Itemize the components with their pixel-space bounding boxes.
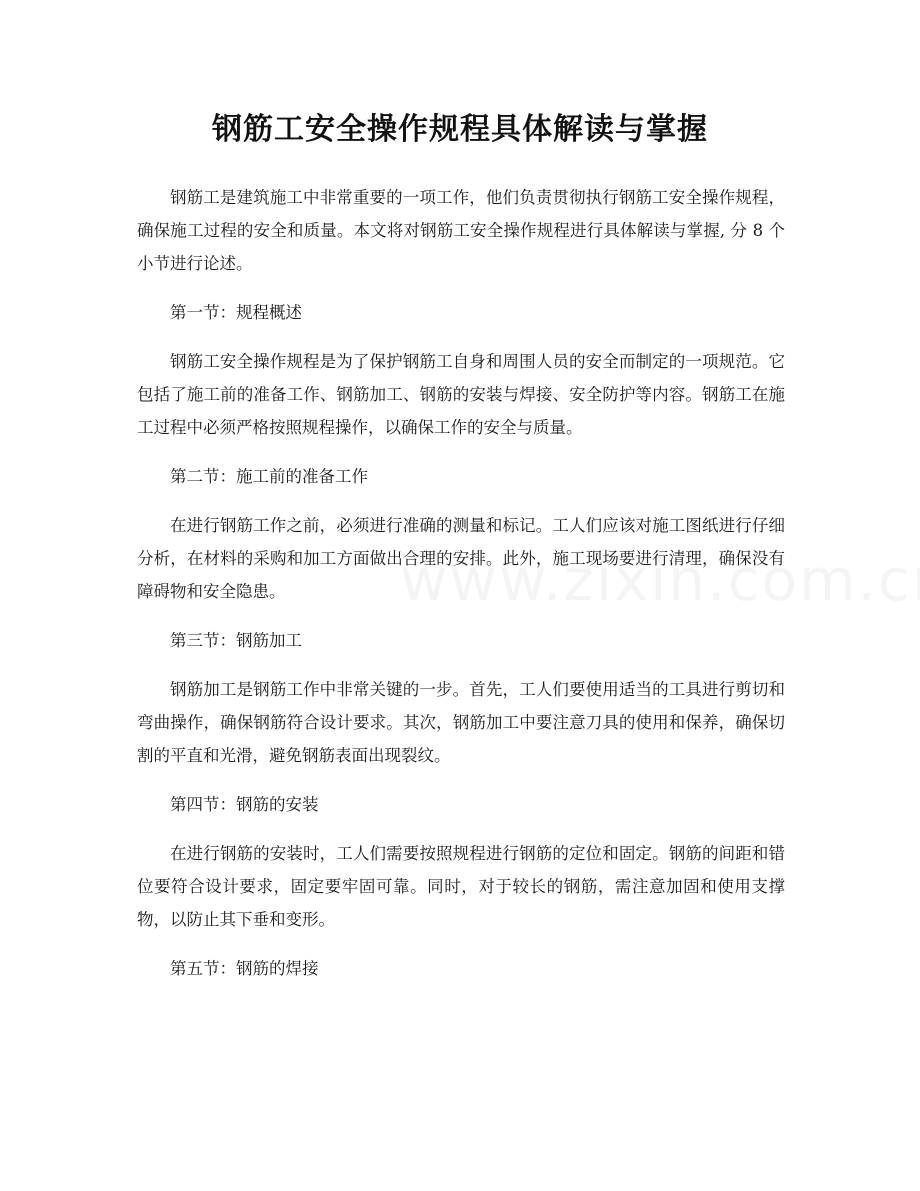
section-1-heading: 第一节：规程概述 [170, 303, 302, 322]
document-body [137, 181, 785, 1001]
section-3-heading: 第三节：钢筋加工 [170, 631, 302, 650]
section-4-heading: 第四节：钢筋的安装 [170, 795, 319, 814]
section-3-body: 钢筋加工是钢筋工作中非常关键的一步。首先，工人们要使用适当的工具进行剪切和弯曲操作，确保钢筋符合设计要求。其次，钢筋加工中要注意刀具的使用和保养，确保切割的平直和光滑，避免钢筋表面出现裂纹。 [137, 680, 785, 765]
intro-paragraph: 钢筋工是建筑施工中非常重要的一项工作，他们负责贯彻执行钢筋工安全操作规程，确保施工过程的安全和质量。本文将对钢筋工安全操作规程进行具体解读与掌握, 分 8 个小节进行论述。 [137, 188, 785, 273]
section-1-body: 钢筋工安全操作规程是为了保护钢筋工自身和周围人员的安全而制定的一项规范。它包括了施工前的准备工作、钢筋加工、钢筋的安装与焊接、安全防护等内容。钢筋工在施工过程中必须严格按照规程操作，以确保工作的安全与质量。 [137, 352, 785, 437]
document-title: 钢筋工安全操作规程具体解读与掌握 [212, 112, 708, 147]
section-5-heading: 第五节：钢筋的焊接 [170, 959, 319, 978]
section-4-body: 在进行钢筋的安装时，工人们需要按照规程进行钢筋的定位和固定。钢筋的间距和错位要符合设计要求，固定要牢固可靠。同时，对于较长的钢筋，需注意加固和使用支撑物，以防止其下垂和变形。 [137, 844, 785, 929]
section-2-body: 在进行钢筋工作之前，必须进行准确的测量和标记。工人们应该对施工图纸进行仔细分析，在材料的采购和加工方面做出合理的安排。此外，施工现场要进行清理，确保没有障碍物和安全隐患。 [137, 516, 785, 601]
section-2-heading: 第二节：施工前的准备工作 [170, 467, 368, 486]
